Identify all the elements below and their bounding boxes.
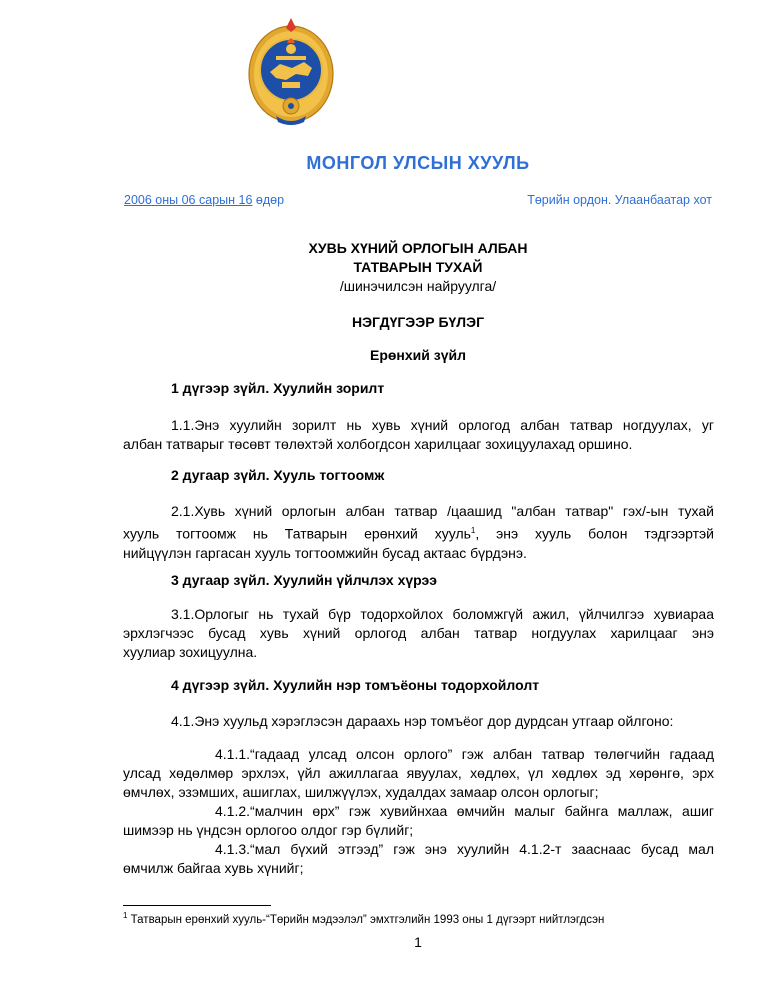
chapter-heading: НЭГДҮГЭЭР БҮЛЭГ — [351, 314, 485, 330]
paragraph-line — [123, 521, 714, 544]
footnote-reference[interactable]: 1 — [470, 526, 476, 535]
clause-4-1-2 — [123, 802, 714, 840]
article-2-title: 2 дугаар зүйл. Хууль тогтоомж — [171, 467, 385, 483]
paragraph-line: 3.1.Орлогыг нь тухай бүр тодорхойлох боломжгүй ажил, үйлчилгээ хувиараа — [171, 606, 714, 622]
chapter-title: Ерөнхий зүйл — [369, 347, 467, 363]
law-title-line-2: ТАТВАРЫН ТУХАЙ — [353, 259, 483, 275]
footnote — [123, 911, 604, 926]
paragraph-line: эрхлэгчээс бусад хувь хүний орлогод албан татвар ногдуулах харилцааг энэ — [123, 625, 714, 641]
paragraph-line: 1.1.Энэ хуулийн зорилт нь хувь хүний орлогод албан татвар ногдуулах, уг — [171, 417, 714, 433]
paragraph-line: нийцүүлэн гаргасан хууль тогтоомжийн бусад актаас бүрдэнэ. — [123, 544, 527, 561]
paragraph-line: хуулиар зохицуулна. — [123, 644, 258, 660]
date-day-suffix: өдөр — [252, 193, 285, 207]
article-3-title: 3 дугаар зүйл. Хуулийн үйлчлэх хүрээ — [171, 572, 437, 588]
enactment-date — [124, 193, 284, 207]
paragraph-line: улсад хөдөлмөр эрхлэх, үйл ажиллагаа явуулах, хөдлөх, үл хөдлөх эд хөрөнгө, эрх — [123, 765, 714, 781]
paragraph-line: 2.1.Хувь хүний орлогын албан татвар /цаашид "албан татвар" гэх/-ын тухай — [171, 503, 714, 519]
paragraph-line: 4.1.1.“гадаад улсад олсон орлого” гэж албан татвар төлөгчийн гадаад — [215, 746, 714, 762]
article-4-title: 4 дүгээр зүйл. Хуулийн нэр томъёоны тодорхойлолт — [171, 677, 540, 693]
paragraph-line: өмчлөх, эзэмших, ашиглах, шилжүүлэх, худалдах замаар олсон орлогыг; — [123, 784, 599, 800]
date-month-suffix: сарын — [195, 193, 239, 207]
article-1-title: 1 дүгээр зүйл. Хуулийн зорилт — [171, 380, 385, 396]
paragraph-line: шимээр нь үндсэн орлогоо олдог гэр бүлийг; — [123, 822, 414, 838]
footnote-mark: 1 — [123, 911, 128, 920]
text-segment: хууль тогтоомж нь Татварын ерөнхий хууль — [123, 525, 471, 542]
date-day: 16 — [238, 193, 253, 207]
footnote-text: Татварын ерөнхий хууль-“Төрийн мэдээлэл” эмхтгэлийн 1993 оны 1 дүгээрт нийтлэгдсэн — [127, 913, 605, 926]
state-emblem-icon — [246, 16, 336, 128]
date-year: 2006 — [124, 193, 152, 207]
article-3-paragraph — [123, 605, 714, 662]
date-year-suffix: оны — [151, 193, 182, 207]
article-4-paragraph — [123, 712, 714, 731]
paragraph-line: албан татварыг төсөвт төлөхтэй холбогдсон харилцааг зохицуулахад оршино. — [123, 436, 633, 452]
article-1-paragraph — [123, 416, 714, 454]
footnote-separator — [123, 905, 271, 906]
law-title-line-1: ХУВЬ ХҮНИЙ ОРЛОГЫН АЛБАН — [308, 240, 528, 256]
text-segment: , энэ хууль болон тэдгээртэй — [475, 525, 714, 542]
paragraph-line: 4.1.Энэ хуульд хэрэглэсэн дараахь нэр томъёог дор дурдсан утгаар ойлгоно: — [171, 713, 674, 729]
law-document-title: МОНГОЛ УЛСЫН ХУУЛЬ — [306, 153, 530, 173]
clause-4-1-3 — [123, 840, 714, 878]
page-number: 1 — [414, 934, 422, 950]
enactment-place: Төрийн ордон. Улаанбаатар хот — [527, 193, 712, 207]
clause-4-1-1 — [123, 745, 714, 802]
law-subtitle: /шинэчилсэн найруулга/ — [339, 278, 497, 294]
paragraph-line: 4.1.3.“мал бүхий этгээд” гэж энэ хуулийн 4.1.2-т зааснаас бусад мал — [215, 841, 714, 857]
date-month: 06 — [181, 193, 196, 207]
article-2-paragraph — [123, 502, 714, 563]
paragraph-line: 4.1.2.“малчин өрх” гэж хувийнхаа өмчийн малыг байнга маллаж, ашиг — [215, 803, 714, 819]
paragraph-line: өмчилж байгаа хувь хүнийг; — [123, 860, 304, 876]
